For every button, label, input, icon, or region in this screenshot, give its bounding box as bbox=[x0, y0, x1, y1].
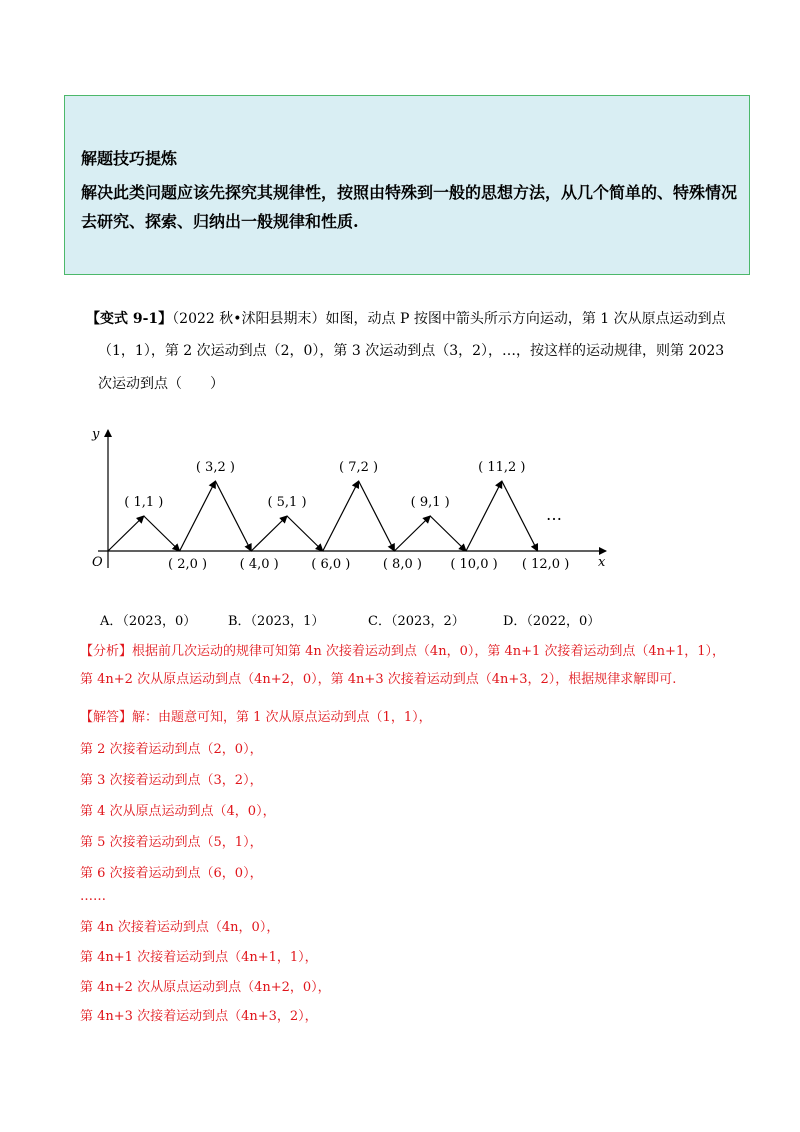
solution-line: 第 4n+2 次从原点运动到点（4n+2，0）， bbox=[80, 980, 331, 995]
point-labels bbox=[124, 460, 569, 572]
point-label: ( 6,0 ) bbox=[311, 557, 351, 572]
path-segment bbox=[394, 516, 430, 551]
path-segment bbox=[430, 516, 466, 551]
path-segment bbox=[466, 481, 502, 551]
point-label: ( 12,0 ) bbox=[521, 557, 570, 572]
path-segment bbox=[144, 516, 180, 551]
path-segment bbox=[502, 481, 538, 551]
choice-a[interactable]: A．（2023，0） bbox=[100, 614, 197, 629]
solution-line: 第 4n 次接着运动到点（4n，0）， bbox=[80, 920, 280, 935]
point-label: ( 11,2 ) bbox=[478, 460, 526, 475]
point-label: ( 8,0 ) bbox=[382, 557, 422, 572]
choices-row bbox=[100, 610, 600, 629]
choice-c[interactable]: C．（2023，2） bbox=[368, 614, 465, 629]
point-label: ( 4,0 ) bbox=[239, 557, 279, 572]
motion-path bbox=[108, 481, 538, 551]
solution-first: 解：由题意可知，第 1 次从原点运动到点（1，1）， bbox=[132, 710, 432, 725]
question-line-2: （1，1），第 2 次运动到点（2，0），第 3 次运动到点（3，2），…，按这样的运动规律，则第 2023 bbox=[98, 343, 725, 359]
choice-b[interactable]: B．（2023，1） bbox=[228, 614, 325, 629]
analysis bbox=[80, 638, 730, 694]
question-line-1 bbox=[86, 308, 726, 328]
x-axis-label: x bbox=[598, 555, 606, 570]
point-label: ( 10,0 ) bbox=[450, 557, 498, 572]
solution-line: 第 4n+1 次接着运动到点（4n+1，1）， bbox=[80, 950, 318, 965]
point-label: ( 7,2 ) bbox=[339, 460, 379, 475]
path-segment bbox=[180, 481, 216, 551]
tips-body: 解决此类问题应该先探究其规律性，按照由特殊到一般的思想方法，从几个简单的、特殊情况去研究、探索、归纳出一般规律和性质. bbox=[81, 183, 738, 231]
path-segment bbox=[359, 481, 395, 551]
question-line-3: 次运动到点（ ） bbox=[98, 376, 224, 392]
y-axis-label: y bbox=[92, 427, 100, 442]
motion-figure bbox=[78, 418, 618, 583]
analysis-text: 根据前几次运动的规律可知第 4n 次接着运动到点（4n，0），第 4n+1 次接着运动到点（4n+1，1），第 4n+2 次从原点运动到点（4n+2，0），第 4n+3 次接着运动到点（4n+3，2），根据规律求解即可. bbox=[80, 644, 725, 687]
solution-line: 第 4n+3 次接着运动到点（4n+3，2）， bbox=[80, 1009, 318, 1024]
point-label: ( 1,1 ) bbox=[124, 495, 164, 510]
solution-tag: 【解答】 bbox=[80, 710, 133, 725]
ellipsis-label: … bbox=[546, 505, 562, 524]
path-segment bbox=[287, 516, 323, 551]
tips-title: 解题技巧提炼 bbox=[81, 149, 178, 168]
point-label: ( 9,1 ) bbox=[410, 495, 450, 510]
solution-line: 第 3 次接着运动到点（3，2）， bbox=[80, 773, 263, 788]
solution-line: 第 5 次接着运动到点（5，1）， bbox=[80, 835, 263, 850]
tips-box bbox=[64, 95, 750, 275]
solution-line: …… bbox=[80, 889, 106, 904]
choice-d[interactable]: D．（2022，0） bbox=[503, 614, 601, 629]
point-label: ( 5,1 ) bbox=[267, 495, 307, 510]
solution-line: 第 2 次接着运动到点（2，0）， bbox=[80, 742, 263, 757]
question-tag: 【变式 9-1】 bbox=[86, 311, 173, 327]
solution-line: 第 6 次接着运动到点（6，0）， bbox=[80, 866, 263, 881]
path-segment bbox=[215, 481, 251, 551]
solution-first-line bbox=[80, 706, 432, 725]
path-segment bbox=[108, 516, 144, 551]
path-segment bbox=[251, 516, 287, 551]
solution-line: 第 4 次从原点运动到点（4，0）， bbox=[80, 804, 276, 819]
analysis-tag: 【分析】 bbox=[80, 644, 133, 659]
question-text-1: （2022 秋•沭阳县期末）如图，动点 P 按图中箭头所示方向运动，第 1 次从原点运动到点 bbox=[172, 311, 726, 327]
origin-label: O bbox=[92, 555, 103, 570]
point-label: ( 2,0 ) bbox=[168, 557, 208, 572]
point-label: ( 3,2 ) bbox=[195, 460, 235, 475]
path-segment bbox=[323, 481, 359, 551]
